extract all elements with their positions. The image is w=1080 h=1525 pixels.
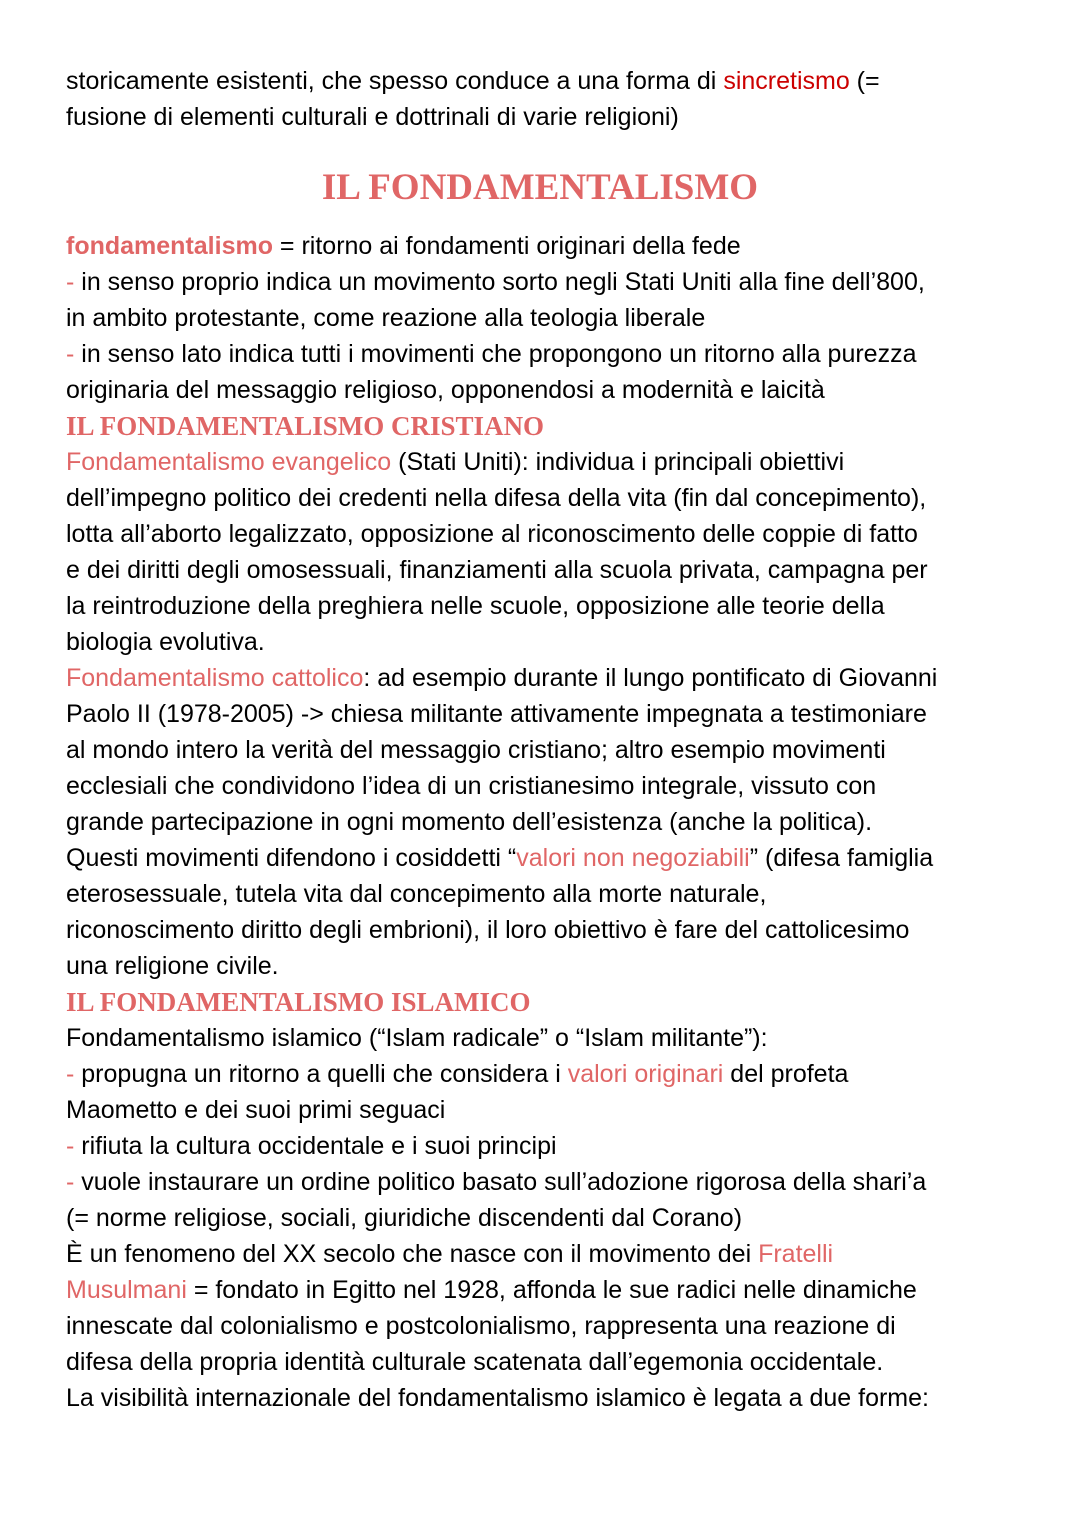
text-line [66, 300, 1066, 336]
text-line [66, 1380, 1066, 1416]
text-line [66, 876, 1066, 912]
text-line [66, 1092, 1066, 1128]
heading-text: IL FONDAMENTALISMO CRISTIANO [66, 411, 545, 441]
highlighted-term: Fondamentalismo cattolico [66, 664, 364, 692]
highlighted-term: - [66, 268, 82, 296]
text-segment: innescate dal colonialismo e postcolonialismo, rappresenta una reazione di [66, 1312, 896, 1340]
text-segment: una religione civile. [66, 952, 279, 980]
subsection-heading [66, 984, 1066, 1020]
text-line [66, 336, 1066, 372]
highlighted-term: valori non negoziabili [516, 844, 750, 872]
text-segment: riconoscimento diritto degli embrioni), il loro obiettivo è fare del cattolicesimo [66, 916, 910, 944]
text-segment: al mondo intero la verità del messaggio cristiano; altro esempio movimenti [66, 736, 886, 764]
text-segment: È un fenomeno del XX secolo che nasce con il movimento dei [66, 1240, 759, 1268]
text-line [66, 1128, 1066, 1164]
highlighted-term: - [66, 1132, 82, 1160]
text-line [66, 804, 1066, 840]
text-segment: originaria del messaggio religioso, opponendosi a modernità e laicità [66, 376, 825, 404]
heading-text: IL FONDAMENTALISMO ISLAMICO [66, 987, 531, 1017]
highlighted-term: fondamentalismo [66, 232, 273, 260]
text-line [66, 228, 1066, 264]
highlighted-term: - [66, 1168, 82, 1196]
text-line [66, 552, 1066, 588]
text-line [66, 1236, 1066, 1272]
text-line [66, 912, 1066, 948]
text-line [66, 588, 1066, 624]
text-line [66, 372, 1066, 408]
text-segment: in ambito protestante, come reazione alla teologia liberale [66, 304, 706, 332]
text-segment: lotta all’aborto legalizzato, opposizione al riconoscimento delle coppie di fatto [66, 520, 918, 548]
section-title: IL FONDAMENTALISMO [321, 167, 759, 208]
text-line [66, 768, 1066, 804]
text-line [66, 480, 1066, 516]
text-segment: = fondato in Egitto nel 1928, affonda le sue radici nelle dinamiche [186, 1276, 917, 1304]
text-segment: la reintroduzione della preghiera nelle scuole, opposizione alle teorie della [66, 592, 885, 620]
text-line [66, 444, 1066, 480]
text-segment: Maometto e dei suoi primi seguaci [66, 1096, 446, 1124]
text-segment: Paolo II (1978-2005) -> chiesa militante attivamente impegnata a testimoniare [66, 700, 927, 728]
text-segment: grande partecipazione in ogni momento dell’esistenza (anche la politica). [66, 808, 873, 836]
text-segment: (Stati Uniti): individua i principali obiettivi [391, 448, 845, 476]
text-segment: biologia evolutiva. [66, 628, 265, 656]
text-segment: dell’impegno politico dei credenti nella difesa della vita (fin dal concepimento), [66, 484, 927, 512]
text-line [66, 1164, 1066, 1200]
text-line [66, 1200, 1066, 1236]
text-line [66, 948, 1066, 984]
text-line [66, 264, 1066, 300]
text-line [66, 840, 1066, 876]
text-segment: eterosessuale, tutela vita dal concepimento alla morte naturale, [66, 880, 767, 908]
text-segment: (= norme religiose, sociali, giuridiche discendenti dal Corano) [66, 1204, 743, 1232]
text-line [66, 660, 1066, 696]
text-line [66, 1308, 1066, 1344]
highlighted-term: Fondamentalismo evangelico [66, 448, 392, 476]
text-segment: ecclesiali che condividono l’idea di un cristianesimo integrale, vissuto con [66, 772, 877, 800]
subsection-heading [66, 408, 1066, 444]
text-segment: Fondamentalismo islamico (“Islam radicale” o “Islam militante”): [66, 1024, 768, 1052]
text-segment: (= [849, 67, 880, 95]
text-segment: difesa della propria identità culturale scatenata dall’egemonia occidentale. [66, 1348, 884, 1376]
text-segment: La visibilità internazionale del fondamentalismo islamico è legata a due forme: [66, 1384, 929, 1412]
text-segment: in senso lato indica tutti i movimenti che propongono un ritorno alla purezza [81, 340, 917, 368]
text-line [66, 624, 1066, 660]
text-line [66, 99, 1066, 135]
text-line [66, 1056, 1066, 1092]
highlighted-term: valori originari [567, 1060, 724, 1088]
highlighted-term: Fratelli [758, 1240, 834, 1268]
text-line [66, 63, 1066, 99]
text-segment: rifiuta la cultura occidentale e i suoi principi [81, 1132, 557, 1160]
highlighted-term: - [66, 340, 82, 368]
highlighted-term: sincretismo [723, 67, 850, 95]
document-page [66, 63, 1066, 1416]
text-segment: in senso proprio indica un movimento sorto negli Stati Uniti alla fine dell’800, [81, 268, 925, 296]
highlighted-term: - [66, 1060, 82, 1088]
text-segment: fusione di elementi culturali e dottrinali di varie religioni) [66, 103, 679, 131]
text-line [66, 516, 1066, 552]
text-line [66, 1020, 1066, 1056]
text-segment: e dei diritti degli omosessuali, finanziamenti alla scuola privata, campagna per [66, 556, 928, 584]
text-segment: : ad esempio durante il lungo pontificato di Giovanni [363, 664, 938, 692]
text-line [66, 1344, 1066, 1380]
text-segment: ” (difesa famiglia [749, 844, 934, 872]
text-segment: vuole instaurare un ordine politico basato sull’adozione rigorosa della shari’a [81, 1168, 927, 1196]
highlighted-term: Musulmani [66, 1276, 187, 1304]
text-segment: del profeta [723, 1060, 849, 1088]
text-line [66, 696, 1066, 732]
text-segment: = ritorno ai fondamenti originari della fede [272, 232, 741, 260]
text-segment: storicamente esistenti, che spesso conduce a una forma di [66, 67, 724, 95]
text-line [66, 1272, 1066, 1308]
text-segment: Questi movimenti difendono i cosiddetti “ [66, 844, 517, 872]
text-segment: propugna un ritorno a quelli che considera i [81, 1060, 568, 1088]
text-line [66, 732, 1066, 768]
